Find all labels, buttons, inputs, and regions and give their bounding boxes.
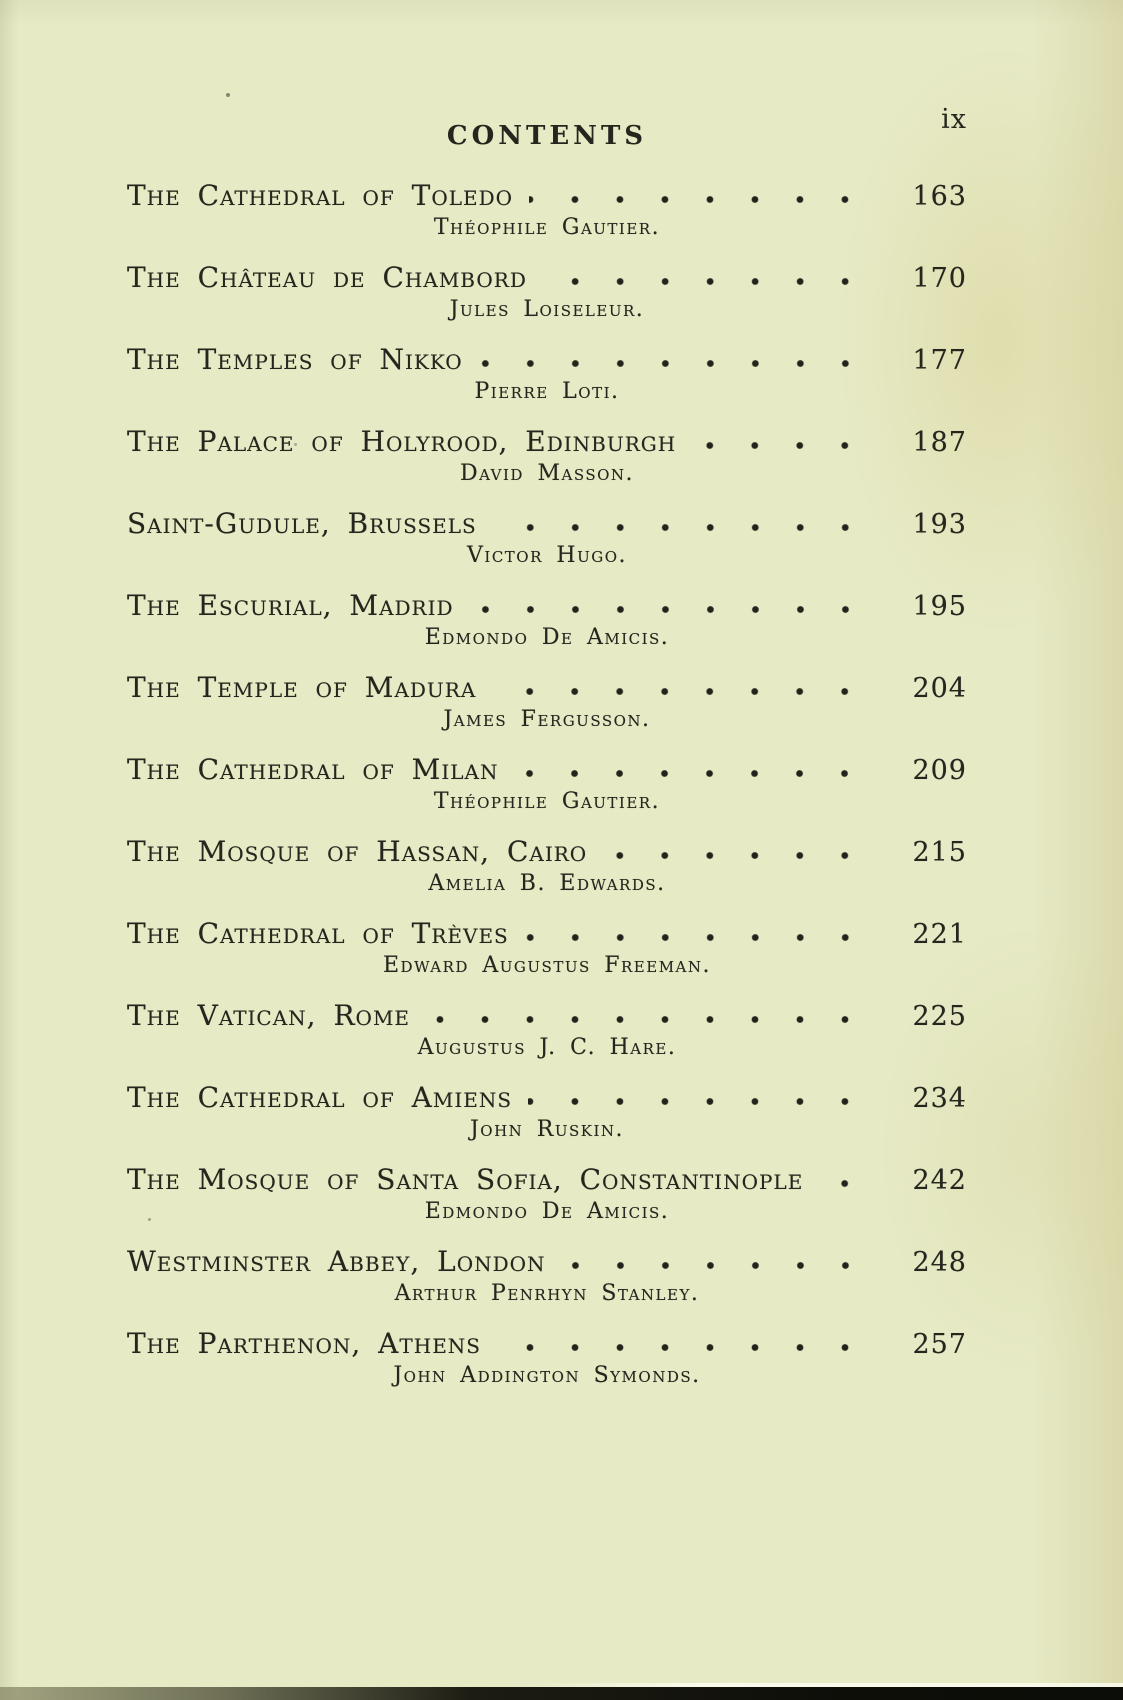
toc-entry-page-number: 209 <box>912 755 967 786</box>
toc-entry <box>127 424 967 488</box>
dot-leader <box>692 441 885 450</box>
toc-entry <box>127 588 967 652</box>
toc-entry <box>127 1326 967 1390</box>
toc-entry-author: Augustus J. C. Hare. <box>417 1035 677 1060</box>
page-content <box>127 0 967 1408</box>
toc-entry-author: Jules Loiseleur. <box>449 297 645 322</box>
scan-edge-shadow <box>0 1687 1123 1700</box>
toc-entry-line <box>127 1326 967 1362</box>
toc-entry-page-number: 193 <box>912 509 967 540</box>
page-header <box>127 104 967 152</box>
toc-entry-title: The Palace of Holyrood, Edinburgh <box>127 425 677 458</box>
toc-entry-title: The Cathedral of Toledo <box>127 179 514 212</box>
toc-entry <box>127 260 967 324</box>
dot-leader <box>543 277 885 286</box>
toc-entry-title: The Temples of Nikko <box>127 343 463 376</box>
toc-entry-line <box>127 1162 967 1198</box>
toc-entry-title: The Temple of Madura <box>127 671 477 704</box>
toc-entry-page-number: 163 <box>912 181 967 212</box>
toc-entry-page-number: 177 <box>912 345 967 376</box>
toc-entry-line <box>127 834 967 870</box>
toc-entry <box>127 916 967 980</box>
toc-entry-line <box>127 670 967 706</box>
toc-entry <box>127 1244 967 1308</box>
toc-entry <box>127 670 967 734</box>
toc-entry-line <box>127 424 967 460</box>
dot-leader <box>525 933 885 942</box>
toc-entry-page-number: 248 <box>912 1247 967 1278</box>
contents-heading: CONTENTS <box>446 121 648 151</box>
toc-entry-title: The Mosque of Hassan, Cairo <box>127 835 588 868</box>
dot-leader <box>497 1343 885 1352</box>
toc-entry <box>127 834 967 898</box>
toc-entry-page-number: 215 <box>912 837 967 868</box>
toc-entry <box>127 506 967 570</box>
toc-entry-author: James Fergusson. <box>443 707 651 732</box>
toc-entry <box>127 178 967 242</box>
toc-entry-page-number: 170 <box>912 263 967 294</box>
dot-leader <box>529 195 885 204</box>
toc-entry-title: The Vatican, Rome <box>127 999 411 1032</box>
toc-entry-page-number: 187 <box>912 427 967 458</box>
toc-entry-author: Arthur Penrhyn Stanley. <box>394 1281 700 1306</box>
toc-entry-author: John Addington Symonds. <box>393 1363 701 1388</box>
dot-leader <box>562 1261 885 1270</box>
toc-entry-page-number: 234 <box>912 1083 967 1114</box>
toc-entry <box>127 752 967 816</box>
toc-list <box>127 178 967 1390</box>
toc-entry-title: The Cathedral of Amiens <box>127 1081 513 1114</box>
dot-leader <box>470 605 885 614</box>
toc-entry-line <box>127 260 967 296</box>
toc-entry-author: Pierre Loti. <box>474 379 620 404</box>
toc-entry-title: The Cathedral of Milan <box>127 753 499 786</box>
toc-entry-line <box>127 506 967 542</box>
toc-entry-line <box>127 1244 967 1280</box>
toc-entry-page-number: 225 <box>912 1001 967 1032</box>
toc-entry-author: Edward Augustus Freeman. <box>382 953 711 978</box>
toc-entry-author: Edmondo De Amicis. <box>424 625 670 650</box>
dot-leader <box>603 851 885 860</box>
toc-entry-line <box>127 752 967 788</box>
toc-entry-title: The Parthenon, Athens <box>127 1327 481 1360</box>
toc-entry <box>127 998 967 1062</box>
dot-leader <box>493 523 885 532</box>
dot-leader <box>479 359 885 368</box>
toc-entry-page-number: 195 <box>912 591 967 622</box>
toc-entry-author: David Masson. <box>459 461 635 486</box>
toc-entry-page-number: 242 <box>912 1165 967 1196</box>
toc-entry <box>127 342 967 406</box>
toc-entry-author: Amelia B. Edwards. <box>428 871 666 896</box>
toc-entry-title: The Escurial, Madrid <box>127 589 454 622</box>
toc-entry-title: The Mosque of Santa Sofia, Constantinople <box>127 1163 804 1196</box>
toc-entry <box>127 1162 967 1226</box>
toc-entry <box>127 1080 967 1144</box>
toc-entry-author: Edmondo De Amicis. <box>424 1199 670 1224</box>
dot-leader <box>819 1179 885 1188</box>
toc-entry-line <box>127 178 967 214</box>
dot-leader <box>528 1097 885 1106</box>
dot-leader <box>514 769 885 778</box>
toc-entry-line <box>127 588 967 624</box>
toc-entry-line <box>127 916 967 952</box>
toc-entry-author: John Ruskin. <box>469 1117 625 1142</box>
toc-entry-author: Victor Hugo. <box>467 543 627 568</box>
toc-entry-title: Westminster Abbey, London <box>127 1245 546 1278</box>
toc-entry-author: Théophile Gautier. <box>433 215 661 240</box>
folio-page-number: ix <box>941 104 967 135</box>
toc-entry-title: Saint-Gudule, Brussels <box>127 507 477 540</box>
toc-entry-page-number: 221 <box>912 919 967 950</box>
toc-entry-title: The Cathedral of Trèves <box>127 917 509 950</box>
dot-leader <box>492 687 885 696</box>
toc-entry-page-number: 257 <box>912 1329 967 1360</box>
toc-entry-line <box>127 998 967 1034</box>
toc-entry-author: Théophile Gautier. <box>433 789 661 814</box>
dot-leader <box>426 1015 885 1024</box>
toc-entry-title: The Château de Chambord <box>127 261 527 294</box>
toc-entry-line <box>127 1080 967 1116</box>
toc-entry-line <box>127 342 967 378</box>
toc-entry-page-number: 204 <box>912 673 967 704</box>
